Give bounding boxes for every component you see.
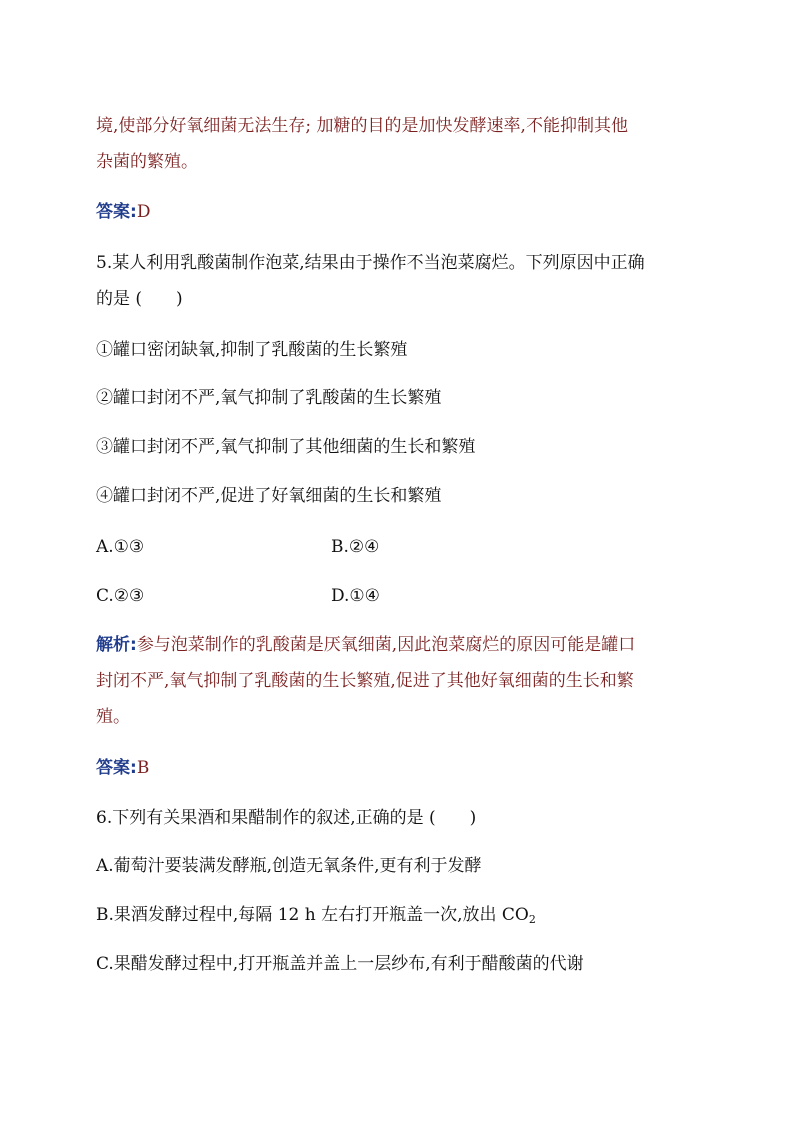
answer-line <box>96 756 149 780</box>
answer-value: B <box>136 758 150 778</box>
option-a: A.①③ <box>96 537 145 557</box>
statement-1: ①罐口密闭缺氧,抑制了乳酸菌的生长繁殖 <box>96 340 408 360</box>
option-b-text: B.果酒发酵过程中,每隔 12 h 左右打开瓶盖一次,放出 CO <box>96 905 529 925</box>
statement-2: ②罐口封闭不严,氧气抑制了乳酸菌的生长繁殖 <box>96 388 442 408</box>
question-stem: 的是 ( ) <box>96 289 183 309</box>
explanation-label: 解析: <box>96 635 137 655</box>
explanation-line: 境,使部分好氧细菌无法生存; 加糖的目的是加快发酵速率,不能抑制其他 <box>96 116 628 136</box>
statement-3: ③罐口封闭不严,氧气抑制了其他细菌的生长和繁殖 <box>96 437 476 457</box>
option-b: B.②④ <box>331 537 380 557</box>
statement-4: ④罐口封闭不严,促进了好氧细菌的生长和繁殖 <box>96 486 442 506</box>
answer-label: 答案: <box>96 758 137 778</box>
explanation-text: 参与泡菜制作的乳酸菌是厌氧细菌,因此泡菜腐烂的原因可能是罐口 <box>136 635 636 655</box>
answer-label: 答案: <box>96 202 137 222</box>
explanation-line: 殖。 <box>96 707 130 727</box>
option-a: A.葡萄汁要装满发酵瓶,创造无氧条件,更有利于发酵 <box>96 856 482 876</box>
question-stem: 6.下列有关果酒和果醋制作的叙述,正确的是 ( ) <box>96 808 477 828</box>
question-stem: 5.某人利用乳酸菌制作泡菜,结果由于操作不当泡菜腐烂。下列原因中正确 <box>96 253 645 273</box>
option-c: C.②③ <box>96 586 145 606</box>
subscript: 2 <box>528 913 536 926</box>
answer-value: D <box>136 202 151 222</box>
option-c: C.果醋发酵过程中,打开瓶盖并盖上一层纱布,有利于醋酸菌的代谢 <box>96 954 584 974</box>
explanation-line: 杂菌的繁殖。 <box>96 152 198 172</box>
answer-line <box>96 200 150 224</box>
option-d: D.①④ <box>331 586 380 606</box>
explanation-line: 封闭不严,氧气抑制了乳酸菌的生长繁殖,促进了其他好氧细菌的生长和繁 <box>96 671 634 691</box>
explanation-line <box>96 633 635 657</box>
option-b <box>96 903 536 932</box>
